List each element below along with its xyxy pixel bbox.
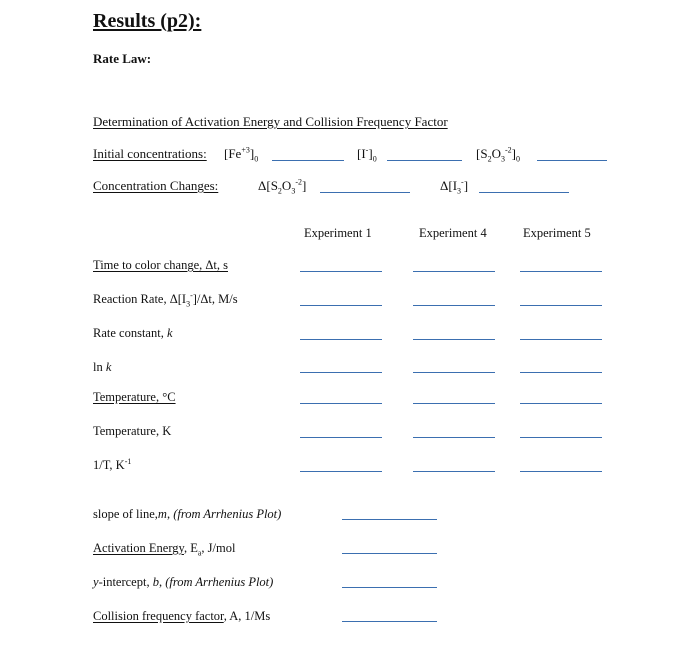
row-label-ln-k: ln k [93, 360, 112, 374]
answer-field-row5-exp2[interactable] [413, 403, 495, 404]
row-label-time: Time to color change, Δt, s [93, 258, 228, 272]
answer-field-row1-exp1[interactable] [300, 271, 382, 272]
answer-field-row5-exp3[interactable] [520, 403, 602, 404]
iodide-concentration-label: $[I^-]_0$ [357, 145, 377, 164]
collision-frequency-field[interactable] [342, 621, 437, 622]
fe-concentration-field[interactable] [272, 160, 344, 161]
answer-field-row3-exp3[interactable] [520, 339, 602, 340]
experiment-5-header: Experiment 5 [523, 226, 591, 240]
experiment-1-header: Experiment 1 [304, 226, 372, 240]
row-label-inverse-temperature: 1/T, $K^{-1}$ [93, 456, 132, 472]
answer-field-row3-exp2[interactable] [413, 339, 495, 340]
collision-frequency-label: Collision frequency factor, A, 1/Ms [93, 609, 271, 623]
answer-field-row7-exp1[interactable] [300, 471, 382, 472]
row-label-temperature-k: Temperature, K [93, 424, 172, 438]
page-title: Results (p2): [93, 10, 202, 32]
answer-field-row6-exp2[interactable] [413, 437, 495, 438]
y-intercept-field[interactable] [342, 587, 437, 588]
delta-thiosulfate-label: $\Delta[S_2O_3^{-2}]$ [258, 177, 307, 196]
delta-thiosulfate-field[interactable] [320, 192, 410, 193]
answer-field-row4-exp1[interactable] [300, 372, 382, 373]
row-label-reaction-rate: Reaction Rate, $\Delta[I_3^-]/\Delta t$, M/s [93, 290, 238, 309]
answer-field-row4-exp3[interactable] [520, 372, 602, 373]
slope-label: slope of line,m, (from Arrhenius Plot) [93, 507, 282, 521]
answer-field-row2-exp3[interactable] [520, 305, 602, 306]
answer-field-row6-exp1[interactable] [300, 437, 382, 438]
answer-field-row6-exp3[interactable] [520, 437, 602, 438]
answer-field-row7-exp3[interactable] [520, 471, 602, 472]
slope-field[interactable] [342, 519, 437, 520]
answer-field-row7-exp2[interactable] [413, 471, 495, 472]
answer-field-row1-exp3[interactable] [520, 271, 602, 272]
row-label-rate-constant: Rate constant, k [93, 326, 173, 340]
answer-field-row5-exp1[interactable] [300, 403, 382, 404]
answer-field-row1-exp2[interactable] [413, 271, 495, 272]
y-intercept-label: y-intercept, b, (from Arrhenius Plot) [93, 575, 274, 589]
activation-energy-label: Activation Energy, $E_a$, J/mol [93, 541, 236, 558]
initial-concentrations-label: Initial concentrations: [93, 146, 207, 161]
concentration-changes-label: Concentration Changes: [93, 178, 219, 193]
section-heading: Determination of Activation Energy and Collision Frequency Factor [93, 114, 448, 129]
answer-field-row3-exp1[interactable] [300, 339, 382, 340]
fe-concentration-label: $[Fe^{+3}]_0$ [224, 145, 259, 164]
rate-law-label: Rate Law: [93, 51, 152, 66]
activation-energy-field[interactable] [342, 553, 437, 554]
iodide-concentration-field[interactable] [387, 160, 462, 161]
row-label-temperature-c: Temperature, °C [93, 390, 176, 404]
answer-field-row4-exp2[interactable] [413, 372, 495, 373]
thiosulfate-concentration-label: $[S_2O_3^{-2}]_0$ [476, 145, 520, 164]
answer-field-row2-exp1[interactable] [300, 305, 382, 306]
answer-field-row2-exp2[interactable] [413, 305, 495, 306]
experiment-4-header: Experiment 4 [419, 226, 487, 240]
thiosulfate-concentration-field[interactable] [537, 160, 607, 161]
delta-triiodide-label: $\Delta[I_3^-]$ [440, 177, 469, 196]
delta-triiodide-field[interactable] [479, 192, 569, 193]
